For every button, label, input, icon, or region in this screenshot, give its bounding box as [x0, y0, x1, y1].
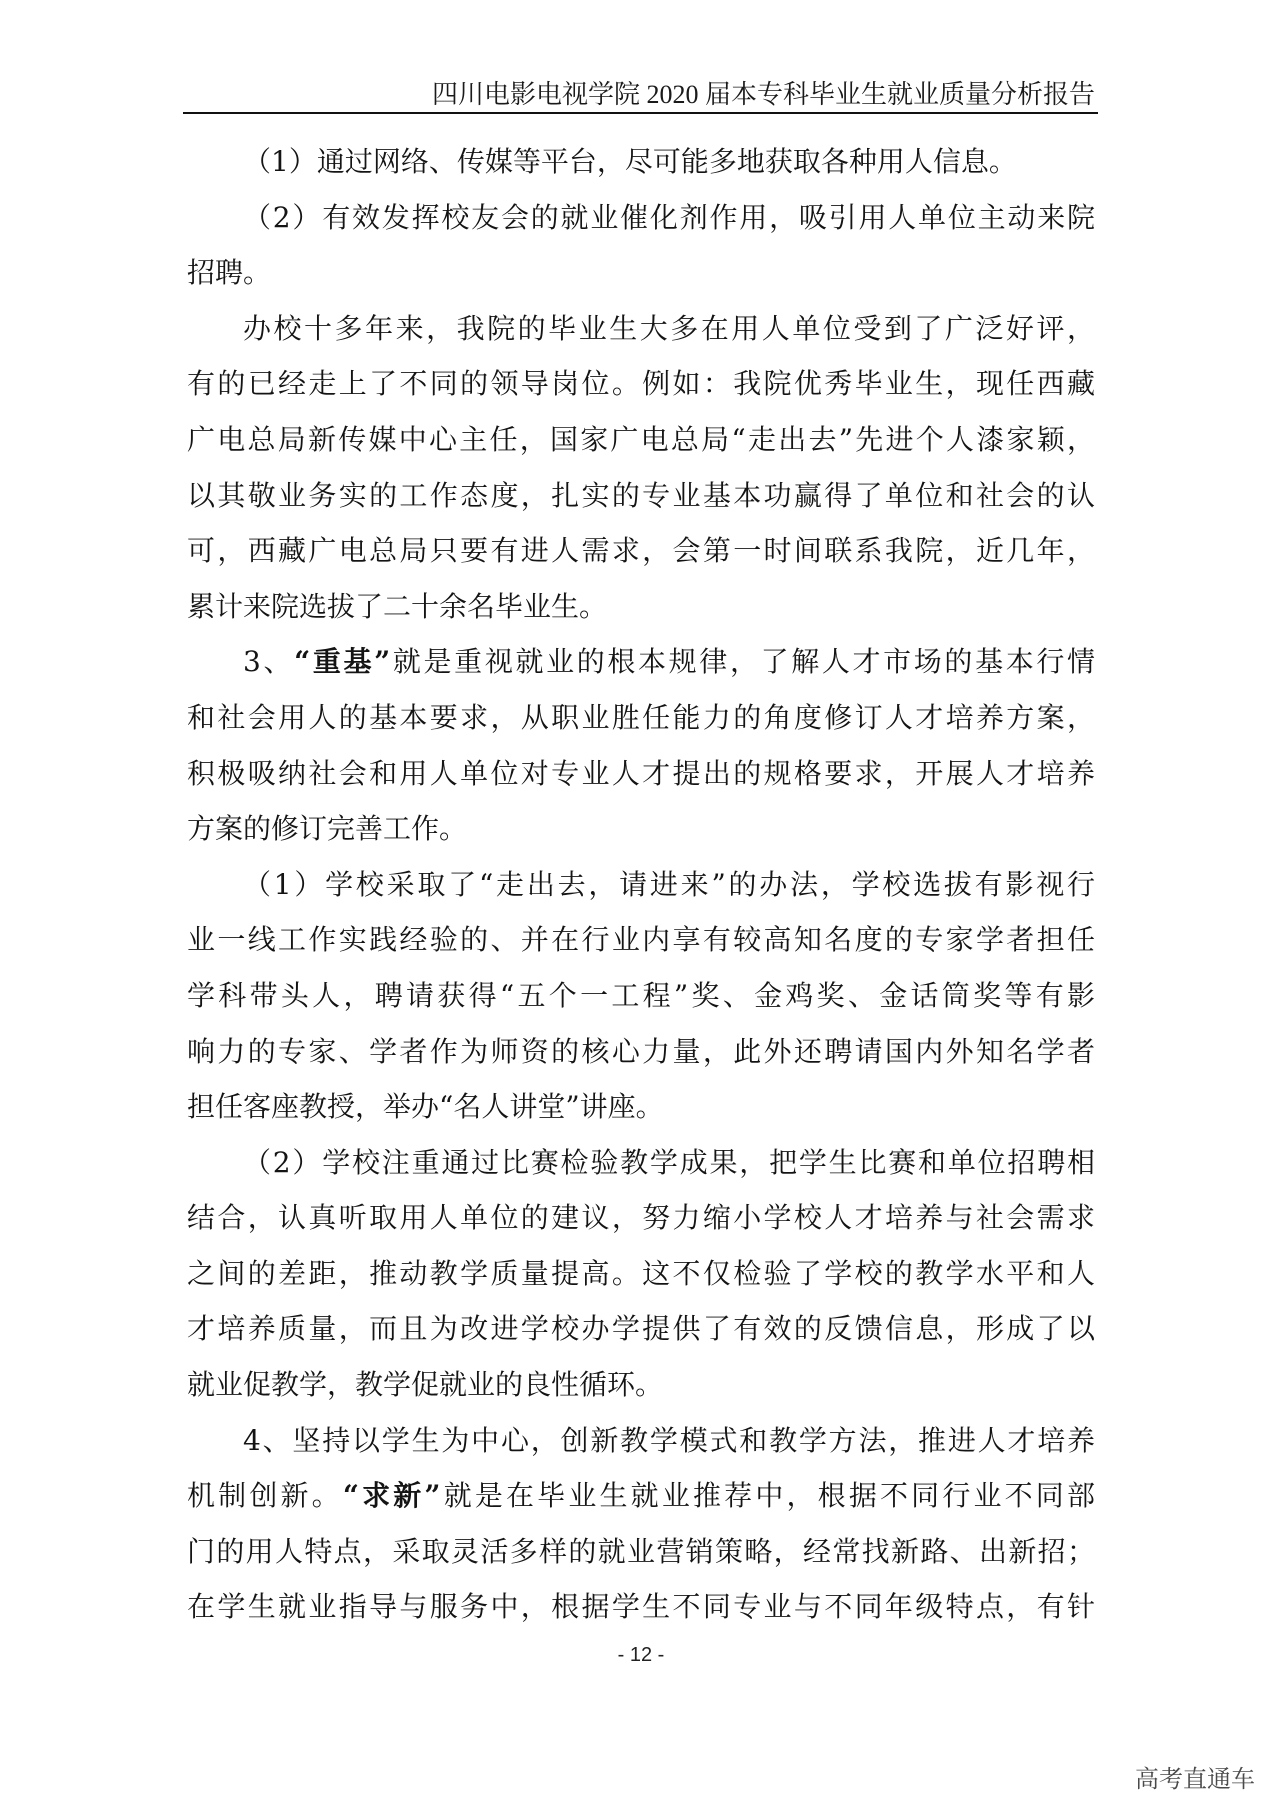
text-line — [187, 245, 1095, 301]
text-line — [187, 468, 1095, 524]
paragraph — [187, 634, 1095, 856]
text-line — [187, 301, 1095, 357]
text-segment: 3、 — [243, 645, 295, 679]
text-segment: 方案的修订完善工作。 — [187, 812, 468, 846]
text-segment: 之间的差距，推动教学质量提高。这不仅检验了学校的教学水平和人 — [187, 1256, 1095, 1290]
text-line — [187, 1301, 1095, 1357]
text-line — [187, 134, 1095, 190]
text-line — [187, 746, 1095, 802]
text-segment: 机制创新。 — [187, 1479, 343, 1513]
text-segment: 以其敬业务实的工作态度，扎实的专业基本功赢得了单位和社会的认 — [187, 478, 1095, 512]
text-line — [187, 857, 1095, 913]
text-segment: （1）学校采取了“走出去，请进来”的办法，学校选拔有影视行 — [243, 867, 1095, 901]
text-segment: 就是在毕业生就业推荐中，根据不同行业不同部 — [440, 1479, 1095, 1513]
text-line — [187, 801, 1095, 857]
text-segment: 和社会用人的基本要求，从职业胜任能力的角度修订人才培养方案， — [187, 700, 1095, 734]
paragraph — [187, 134, 1095, 190]
text-line — [187, 1079, 1095, 1135]
text-segment: 4、坚持以学生为中心，创新教学模式和教学方法，推进人才培养 — [243, 1423, 1095, 1457]
text-line — [187, 1024, 1095, 1080]
text-line — [187, 1413, 1095, 1469]
text-segment: 门的用人特点，采取灵活多样的就业营销策略，经常找新路、出新招； — [187, 1534, 1095, 1568]
paragraph — [187, 190, 1095, 301]
text-line — [187, 968, 1095, 1024]
text-segment: 在学生就业指导与服务中，根据学生不同专业与不同年级特点，有针 — [187, 1590, 1095, 1624]
text-segment: 招聘。 — [187, 256, 272, 290]
text-line — [187, 1579, 1095, 1635]
text-line — [187, 1357, 1095, 1413]
text-line — [187, 1468, 1095, 1524]
watermark-text: 高考直通车 — [1135, 1765, 1255, 1793]
text-segment: 就业促教学，教学促就业的良性循环。 — [187, 1368, 664, 1402]
text-line — [187, 1190, 1095, 1246]
text-segment: 业一线工作实践经验的、并在行业内享有较高知名度的专家学者担任 — [187, 923, 1095, 957]
header-rule — [183, 112, 1098, 114]
text-segment: （2）有效发挥校友会的就业催化剂作用，吸引用人单位主动来院 — [243, 200, 1095, 234]
text-segment: 就是重视就业的根本规律，了解人才市场的基本行情 — [390, 645, 1095, 679]
text-segment: （1）通过网络、传媒等平台，尽可能多地获取各种用人信息。 — [243, 145, 1017, 178]
text-segment: 有的已经走上了不同的领导岗位。例如：我院优秀毕业生，现任西藏 — [187, 367, 1095, 401]
text-line — [187, 579, 1095, 635]
text-segment: 办校十多年来，我院的毕业生大多在用人单位受到了广泛好评， — [243, 311, 1095, 345]
paragraph — [187, 301, 1095, 635]
bold-term: “重基” — [294, 645, 391, 679]
running-header: 四川电影电视学院 2020 届本专科毕业生就业质量分析报告 — [431, 80, 1095, 109]
text-line — [187, 912, 1095, 968]
text-segment: 担任客座教授，举办“名人讲堂”讲座。 — [187, 1090, 664, 1124]
text-segment: （2）学校注重通过比赛检验教学成果，把学生比赛和单位招聘相 — [243, 1145, 1095, 1179]
paragraph — [187, 1135, 1095, 1413]
bold-term: “求新” — [342, 1479, 441, 1513]
text-segment: 响力的专家、学者作为师资的核心力量，此外还聘请国内外知名学者 — [187, 1034, 1095, 1068]
text-segment: 积极吸纳社会和用人单位对专业人才提出的规格要求，开展人才培养 — [187, 756, 1095, 790]
paragraph — [187, 1413, 1095, 1635]
text-segment: 学科带头人，聘请获得“五个一工程”奖、金鸡奖、金话筒奖等有影 — [187, 978, 1095, 1012]
text-segment: 才培养质量，而且为改进学校办学提供了有效的反馈信息，形成了以 — [187, 1312, 1095, 1346]
text-line — [187, 523, 1095, 579]
text-line — [187, 1524, 1095, 1580]
text-line — [187, 1135, 1095, 1191]
body-text — [187, 134, 1095, 1635]
paragraph — [187, 857, 1095, 1135]
text-line — [187, 356, 1095, 412]
text-line — [187, 412, 1095, 468]
text-line — [187, 690, 1095, 746]
text-line — [187, 634, 1095, 690]
text-line — [187, 190, 1095, 246]
text-segment: 结合，认真听取用人单位的建议，努力缩小学校人才培养与社会需求 — [187, 1201, 1095, 1235]
text-segment: 累计来院选拔了二十余名毕业生。 — [187, 589, 608, 623]
page-number: - 12 - — [617, 1644, 665, 1666]
text-segment: 广电总局新传媒中心主任，国家广电总局“走出去”先进个人漆家颖， — [187, 422, 1095, 456]
text-line — [187, 1246, 1095, 1302]
text-segment: 可，西藏广电总局只要有进人需求，会第一时间联系我院，近几年， — [187, 534, 1095, 568]
